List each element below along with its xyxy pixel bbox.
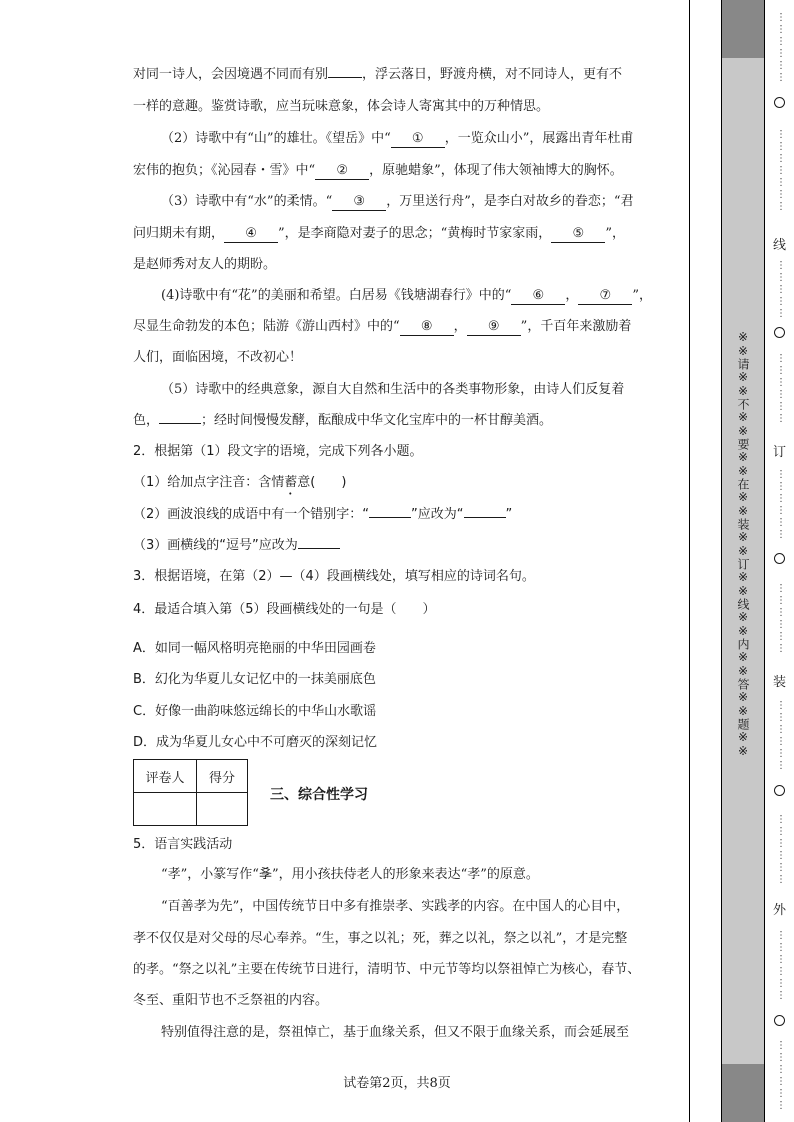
blank-7[interactable]: ⑦ xyxy=(578,288,632,305)
para5-line2: 色， ；经时间慢慢发酵，酝酿成中华文化宝库中的一杯甘醇美酒。 xyxy=(133,413,553,428)
para3-line2: 问归期未有期， ④ ”，是李商隐对妻子的思念；“黄梅时节家家雨， ⑤ ”， xyxy=(133,226,625,241)
binding-hole-1-icon xyxy=(774,97,785,108)
para1-line2: 一样的意趣。鉴赏诗歌，应当玩味意象，体会诗人寄寓其中的万种情思。 xyxy=(133,99,550,114)
blank-wrong-char[interactable] xyxy=(369,517,411,518)
option-b[interactable]: B．幻化为华夏儿女记忆中的一抹美丽底色 xyxy=(133,672,376,687)
score-cell[interactable] xyxy=(197,793,248,826)
para4-line2: 尽显生命勃发的本色；陆游《游山西村》中的“ ⑧ ， ⑨ ”，千百年来激励着 xyxy=(133,319,632,334)
dotted-line-1: ⋯⋯⋯⋯⋯⋯ xyxy=(775,12,786,84)
dotted-line-3: ⋯⋯⋯⋯⋯ xyxy=(775,260,786,320)
blank-3[interactable]: ③ xyxy=(332,194,386,211)
reading-line6: 特别值得注意的是，祭祖悼亡，基于血缘关系，但又不限于血缘关系，而会延展至 xyxy=(161,1025,630,1040)
para4-line3: 人们，面临困境，不改初心！ xyxy=(133,350,303,365)
option-c[interactable]: C．好像一曲韵味悠远绵长的中华山水歌谣 xyxy=(133,704,377,719)
blank-6[interactable]: ⑥ xyxy=(511,288,565,305)
binding-outer-line xyxy=(689,0,690,1122)
question-4: 4．最适合填入第（5）段画横线处的一句是（ ） xyxy=(133,602,436,617)
blank-5[interactable]: ⑤ xyxy=(551,226,605,243)
binding-label-ding: 订 xyxy=(773,445,787,460)
question-3: 3．根据语境，在第（2）—（4）段画横线处，填写相应的诗词名句。 xyxy=(133,569,535,584)
binding-label-wai: 外 xyxy=(773,903,787,918)
binding-warning-text: ※※请※※不※※要※※在※※装※※订※※线※※内※※答※※题※※ xyxy=(736,330,750,758)
dotted-line-8: ⋯⋯⋯⋯⋯⋯ xyxy=(775,814,786,886)
para3-line1: （3）诗歌中有“水”的柔情。“ ③ ，万里送行舟”，是李白对故乡的眷恋；“君 xyxy=(161,194,634,209)
reading-line3: 孝不仅仅是对父母的尽心奉养。“生，事之以礼；死，葬之以礼，祭之以礼”，才是完整 xyxy=(133,931,628,946)
question-2-2: （2）画波浪线的成语中有一个错别字：“ ”应改为“ ” xyxy=(133,507,513,522)
dotted-line-5: ⋯⋯⋯⋯⋯⋯ xyxy=(775,469,786,541)
blank-punctuation[interactable] xyxy=(298,548,340,549)
para3-line3: 是赵师秀对友人的期盼。 xyxy=(133,257,277,272)
para1-line1: 对同一诗人，会因境遇不同而有别 ，浮云落日，野渡舟横，对不同诗人，更有不 xyxy=(133,67,623,82)
para2-line1: （2）诗歌中有“山”的雄壮。《望岳》中“ ① ，一览众山小”，展露出青年杜甫 xyxy=(161,131,634,146)
dotted-line-10: ⋯⋯⋯⋯⋯⋯ xyxy=(775,1040,786,1112)
blank-para5[interactable] xyxy=(159,423,201,424)
score-header: 得分 xyxy=(197,760,248,793)
blank-8[interactable]: ⑧ xyxy=(400,319,454,336)
binding-top-block xyxy=(722,0,764,58)
binding-label-zhuang: 装 xyxy=(773,675,787,690)
blank-correct-char[interactable] xyxy=(464,517,506,518)
blank-1[interactable]: ① xyxy=(391,131,445,148)
binding-hole-4-icon xyxy=(774,785,785,796)
binding-bottom-block xyxy=(722,1064,764,1122)
question-2-1: （1）给加点字注音：含情蓄意( ) xyxy=(133,475,347,490)
binding-hole-5-icon xyxy=(774,1015,785,1026)
dotted-line-4: ⋯⋯⋯⋯⋯⋯ xyxy=(775,353,786,425)
question-2-3: （3）画横线的“逗号”应改为 xyxy=(133,537,668,555)
blank-unnumbered-1[interactable] xyxy=(328,77,362,78)
dotted-line-7: ⋯⋯⋯⋯⋯⋯ xyxy=(775,700,786,772)
binding-label-xian: 线 xyxy=(773,238,787,253)
option-a[interactable]: A．如同一幅风格明亮艳丽的中华田园画卷 xyxy=(133,641,376,656)
blank-9[interactable]: ⑨ xyxy=(467,319,521,336)
dotted-line-6: ⋯⋯⋯⋯⋯⋯ xyxy=(775,583,786,655)
para4-line1: (4)诗歌中有“花”的美丽和希望。白居易《钱塘湖春行》中的“ ⑥ ， ⑦ ”， xyxy=(161,288,653,303)
binding-hole-2-icon xyxy=(774,327,785,338)
reading-line4: 的孝。“祭之以礼”主要在传统节日进行，清明节、中元节等均以祭祖悼亡为核心，春节、 xyxy=(133,962,641,977)
question-2: 2．根据第（1）段文字的语境，完成下列各小题。 xyxy=(133,444,423,459)
score-table xyxy=(133,759,248,826)
para2-line2: 宏伟的抱负；《沁园春・雪》中“ ② ，原驰蜡象”，体现了伟大领袖博大的胸怀。 xyxy=(133,163,623,178)
option-d[interactable]: D．成为华夏儿女心中不可磨灭的深刻记忆 xyxy=(133,735,378,750)
binding-hole-3-icon xyxy=(774,553,785,564)
section-title: 三、综合性学习 xyxy=(270,787,368,803)
question-5: 5．语言实践活动 xyxy=(133,837,233,852)
reviewer-cell[interactable] xyxy=(134,793,197,826)
blank-4[interactable]: ④ xyxy=(224,226,278,243)
dotted-line-2: ⋯⋯⋯⋯⋯⋯⋯ xyxy=(775,129,786,213)
reading-line5: 冬至、重阳节也不乏祭祖的内容。 xyxy=(133,993,329,1008)
reviewer-header: 评卷人 xyxy=(134,760,197,793)
dotted-line-9: ⋯⋯⋯⋯⋯⋯ xyxy=(775,930,786,1002)
page-footer: 试卷第2页，共8页 xyxy=(343,1076,451,1091)
para5-line1: （5）诗歌中的经典意象，源自大自然和生活中的各类事物形象，由诗人们反复着 xyxy=(161,382,625,397)
blank-2[interactable]: ② xyxy=(315,163,369,180)
reading-line1: “孝”，小篆写作“𡥈”，用小孩扶侍老人的形象来表达“孝”的原意。 xyxy=(161,867,539,882)
reading-line2: “百善孝为先”，中国传统节日中多有推崇孝、实践孝的内容。在中国人的心目中， xyxy=(161,899,630,914)
